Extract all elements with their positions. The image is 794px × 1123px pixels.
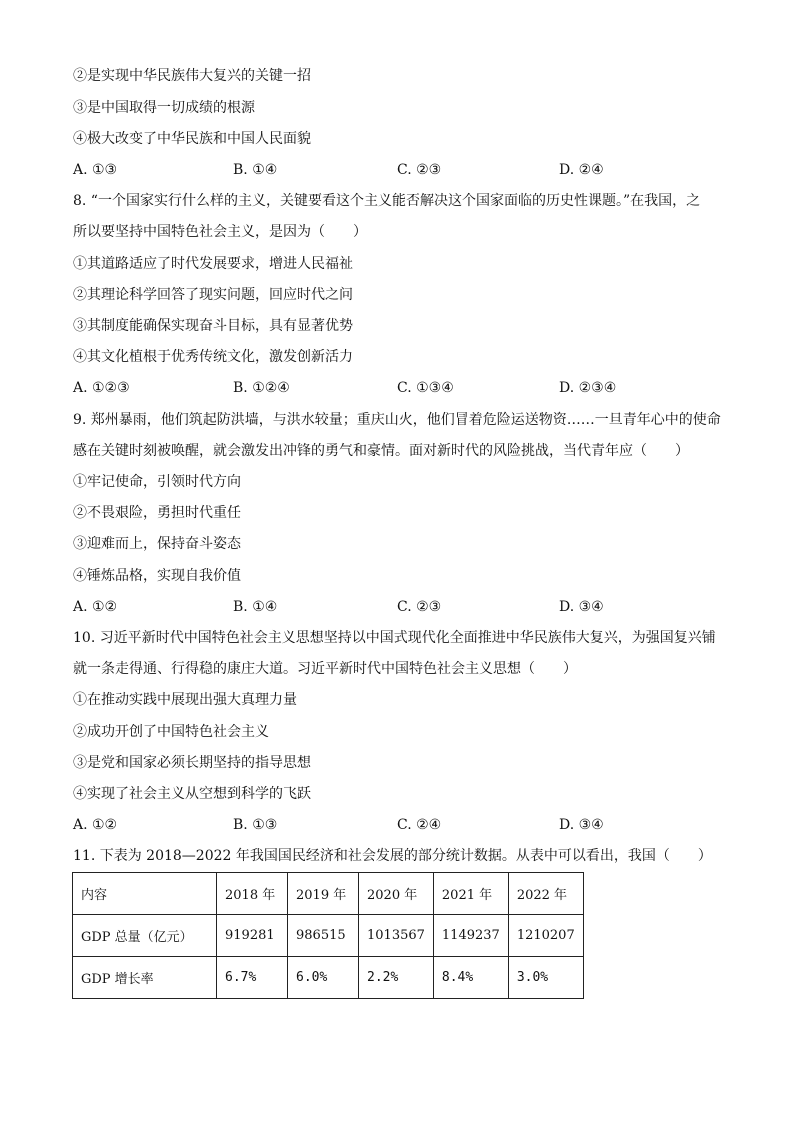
q10-option-c: C. ②④ [397, 817, 442, 833]
q9-statement-2: ②不畏艰险，勇担时代重任 [73, 505, 241, 521]
q9-statement-3: ③迎难而上，保持奋斗姿态 [73, 536, 241, 552]
table-cell: GDP 增长率 [73, 957, 217, 999]
table-cell: 2.2% [359, 957, 434, 999]
statistics-table [72, 872, 584, 999]
table-cell: 919281 [217, 915, 288, 957]
table-cell: 6.7% [217, 957, 288, 999]
q10-statement-2: ②成功开创了中国特色社会主义 [73, 724, 269, 740]
statement-3: ③是中国取得一切成绩的根源 [73, 100, 255, 116]
table-header-row [73, 873, 584, 915]
option-b: B. ①④ [233, 162, 278, 178]
q9-stem-line1: 9. 郑州暴雨，他们筑起防洪墙，与洪水较量；重庆山火，他们冒着危险运送物资……一旦青年心中的使命 [73, 412, 721, 428]
table-row [73, 915, 584, 957]
table-cell: 8.4% [433, 957, 508, 999]
q9-statement-1: ①牢记使命，引领时代方向 [73, 474, 241, 490]
q10-stem-line2: 就一条走得通、行得稳的康庄大道。习近平新时代中国特色社会主义思想（ ） [73, 661, 577, 677]
table-cell: GDP 总量（亿元） [73, 915, 217, 957]
table-cell: 3.0% [508, 957, 583, 999]
q8-statement-2: ②其理论科学回答了现实问题，回应时代之问 [73, 287, 353, 303]
statement-4: ④极大改变了中华民族和中国人民面貌 [73, 131, 311, 147]
q8-stem-line2: 所以要坚持中国特色社会主义，是因为（ ） [73, 224, 367, 240]
table-row [73, 957, 584, 999]
q9-option-d: D. ③④ [559, 599, 604, 615]
table-header-cell: 2019 年 [288, 873, 359, 915]
q10-statement-3: ③是党和国家必须长期坚持的指导思想 [73, 755, 311, 771]
table-header-cell: 2020 年 [359, 873, 434, 915]
option-a: A. ①③ [73, 162, 118, 178]
q8-statement-3: ③其制度能确保实现奋斗目标，具有显著优势 [73, 318, 353, 334]
table-cell: 1149237 [433, 915, 508, 957]
table-header-cell: 2022 年 [508, 873, 583, 915]
q8-stem-line1: 8. “一个国家实行什么样的主义，关键要看这个主义能否解决这个国家面临的历史性课题。”在我国，之 [73, 193, 701, 209]
q9-option-c: C. ②③ [397, 599, 442, 615]
table-header-cell: 内容 [73, 873, 217, 915]
q10-statement-1: ①在推动实践中展现出强大真理力量 [73, 692, 297, 708]
q8-option-b: B. ①②④ [233, 380, 290, 396]
q8-option-d: D. ②③④ [559, 380, 617, 396]
statement-2: ②是实现中华民族伟大复兴的关键一招 [73, 68, 311, 84]
option-d: D. ②④ [559, 162, 604, 178]
q8-option-c: C. ①③④ [397, 380, 454, 396]
q10-option-d: D. ③④ [559, 817, 604, 833]
q10-statement-4: ④实现了社会主义从空想到科学的飞跃 [73, 786, 311, 802]
q9-option-b: B. ①④ [233, 599, 278, 615]
table-cell: 1013567 [359, 915, 434, 957]
q11-stem: 11. 下表为 2018—2022 年我国国民经济和社会发展的部分统计数据。从表中可以看出，我国（ ） [73, 848, 712, 864]
q9-stem-line2: 感在关键时刻被唤醒，就会激发出冲锋的勇气和豪情。面对新时代的风险挑战，当代青年应（ ） [73, 443, 689, 459]
table-cell: 1210207 [508, 915, 583, 957]
table-cell: 6.0% [288, 957, 359, 999]
q10-option-b: B. ①③ [233, 817, 278, 833]
table-header-cell: 2018 年 [217, 873, 288, 915]
q9-statement-4: ④锤炼品格，实现自我价值 [73, 568, 241, 584]
table-header-cell: 2021 年 [433, 873, 508, 915]
q10-stem-line1: 10. 习近平新时代中国特色社会主义思想坚持以中国式现代化全面推进中华民族伟大复兴，为强国复兴铺 [73, 630, 716, 646]
option-c: C. ②③ [397, 162, 442, 178]
q9-option-a: A. ①② [73, 599, 118, 615]
q8-statement-4: ④其文化植根于优秀传统文化，激发创新活力 [73, 349, 353, 365]
q10-option-a: A. ①② [73, 817, 118, 833]
q8-option-a: A. ①②③ [73, 380, 130, 396]
table-cell: 986515 [288, 915, 359, 957]
q8-statement-1: ①其道路适应了时代发展要求，增进人民福祉 [73, 256, 353, 272]
